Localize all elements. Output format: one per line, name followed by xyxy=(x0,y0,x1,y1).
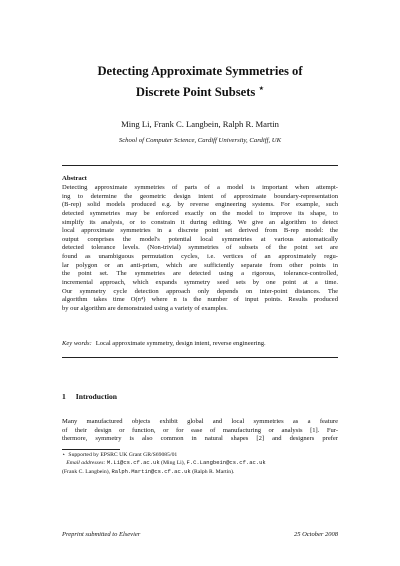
paper-title xyxy=(0,63,400,101)
section-number: 1 xyxy=(62,392,66,401)
abstract-line: detected tolerance levels. (Non-trivial) symmetries of subsets of the point set are xyxy=(62,244,338,252)
email-link-langbein[interactable]: F.C.Langbein@cs.cf.ac.uk xyxy=(186,459,266,467)
footer-date: 25 October 2008 xyxy=(293,531,338,538)
abstract-line: found as unambiguous permutation cycles, i.e. vertices of an approximately regu- xyxy=(62,253,338,260)
abstract-line: output comprises the model's potential local symmetries at various automatically xyxy=(62,235,338,243)
email-name-martin: (Ralph R. Martin). xyxy=(192,468,235,475)
abstract-line: the point set. The symmetries are detected using a rigorous, tolerance-controlled, xyxy=(62,270,338,278)
abstract-line: algorithm takes time O(n⁴) where n is the number of input points. Results produced xyxy=(62,296,338,304)
footnote xyxy=(62,452,338,476)
footnote-support-text: Supported by EPSRC UK Grant GR/S69085/01 xyxy=(68,452,178,458)
abstract-line: by our algorithm are demonstrated using a variety of examples. xyxy=(62,304,228,312)
authors: Ming Li, Frank C. Langbein, Ralph R. Martin xyxy=(121,119,279,129)
email-name-li: (Ming Li), xyxy=(161,460,186,467)
footnote-mark: ⋆ xyxy=(62,452,66,458)
section-heading xyxy=(62,392,117,402)
keywords-text: Local approximate symmetry, design intent, reverse engineering. xyxy=(95,340,266,347)
footnote-emails xyxy=(62,459,338,467)
affiliation: School of Computer Science, Cardiff University, Cardiff, UK xyxy=(118,137,282,144)
abstract-line: simplify its analysis, or to constrain it during editing. We give an algorithm to detect xyxy=(62,218,338,226)
abstract-line: lar polygon or an anti-prism, which are sufficiently separate from other points in xyxy=(62,261,338,269)
abstract-line: detected symmetries may be enforced exactly on the model to improve its shape, to xyxy=(62,209,338,217)
abstract-line: (B-rep) solid models produced e.g. by reverse engineering systems. For example, such xyxy=(62,201,338,209)
email-label: Email addresses: xyxy=(66,460,106,467)
keywords-label: Key words: xyxy=(62,340,92,347)
keywords xyxy=(62,339,338,348)
abstract-line: incremental approach, which expands symmetry seed sets by one point at a time. xyxy=(62,278,338,286)
intro-paragraph xyxy=(62,418,338,444)
abstract-line: Detecting approximate symmetries of parts of a model is important when attempt- xyxy=(62,184,338,191)
email-name-langbein: (Frank C. Langbein), xyxy=(62,468,111,475)
abstract-line: ing to determine the geometric design intent of approximate boundary-representation xyxy=(62,192,338,200)
section-title: Introduction xyxy=(75,392,118,401)
intro-line: Many manufactured objects exhibit global and local symmetries as a feature xyxy=(62,418,338,425)
title-footnote-mark: ⋆ xyxy=(258,83,265,93)
abstract-body xyxy=(62,184,338,313)
email-link-martin[interactable]: Ralph.Martin@cs.cf.ac.uk xyxy=(111,467,191,475)
abstract-line: Our symmetry cycle detection approach only depends on inter-point distances. The xyxy=(62,287,338,295)
abstract-heading: Abstract xyxy=(62,175,87,182)
footnote-emails-cont xyxy=(62,468,338,476)
title-line-1: Detecting Approximate Symmetries of xyxy=(97,64,303,78)
abstract-line: local approximate symmetries in a discrete point set derived from B-rep model: the xyxy=(62,227,338,235)
footnote-support xyxy=(62,452,338,459)
intro-line: of their design or function, or for ease of manufacturing or analysis [1]. Fur- xyxy=(62,426,338,434)
title-line-2 xyxy=(0,80,400,101)
intro-line: thermore, symmetry is also common in natural shapes [2] and designers prefer xyxy=(62,435,338,443)
email-link-li[interactable]: M.Li@cs.cf.ac.uk xyxy=(106,459,160,467)
abstract-bottom-rule xyxy=(62,357,338,358)
footer-preprint: Preprint submitted to Elsevier xyxy=(62,531,141,538)
footnote-rule xyxy=(62,449,120,450)
abstract-top-rule xyxy=(62,165,338,166)
title-line-2-text: Discrete Point Subsets xyxy=(135,85,256,99)
